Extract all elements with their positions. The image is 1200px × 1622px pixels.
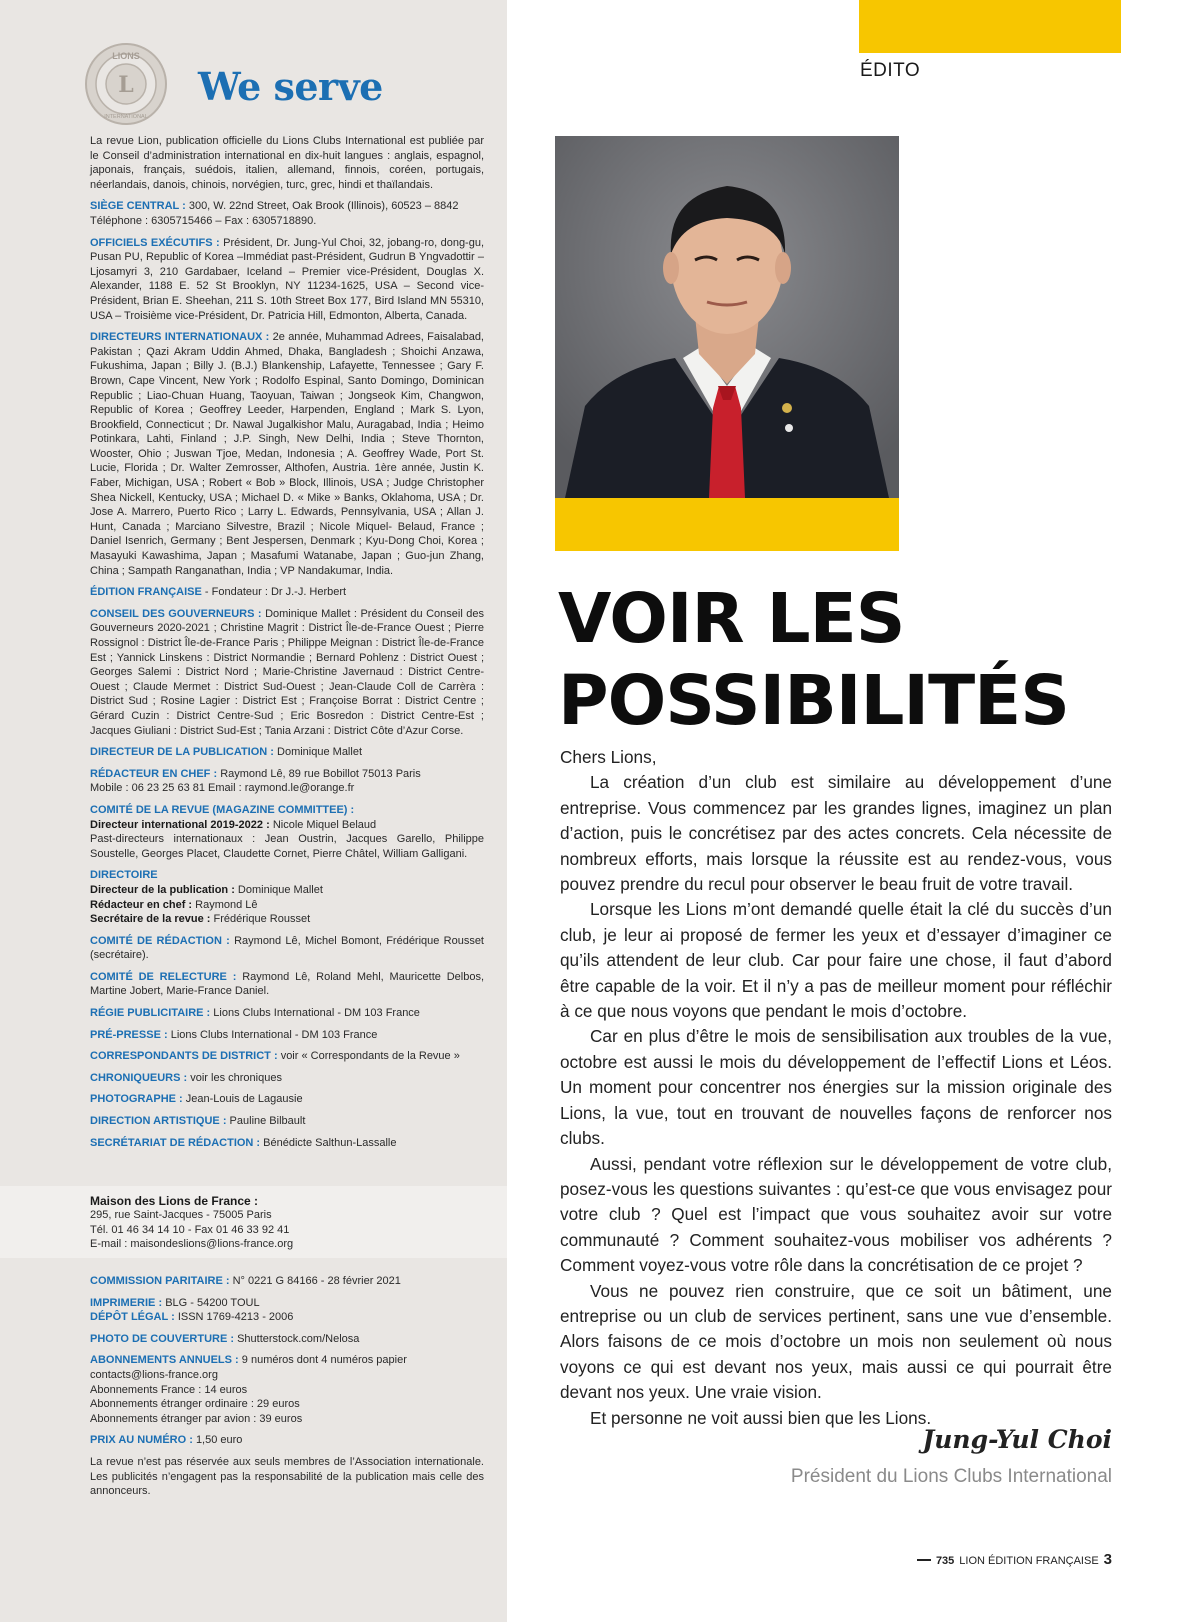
credit-redac — [90, 767, 484, 796]
credit-label: PHOTOGRAPHE : — [90, 1093, 183, 1106]
portrait-photo — [555, 136, 899, 498]
body-paragraph: Lorsque les Lions m’ont demandé quelle était la clé du succès d’un club, je leur ai proposé de fermer les yeux et d’essayer d’imaginer ce qu’ils attendent de leur club. Car pour faire une chose, il faut d’abord être capable de la voir. Et il n’y a pas de meilleur moment pour réfléchir à ce que nous voyons que pendant le mois d’octobre. — [560, 899, 1112, 1022]
credit-officiels — [90, 236, 484, 324]
author-title: Président du Lions Clubs International — [790, 1466, 1112, 1487]
credit-dirpub — [90, 745, 484, 760]
credit-value: contacts@lions-france.org — [90, 1368, 218, 1381]
credit-value: ISSN 1769-4213 - 2006 — [177, 1311, 294, 1324]
credit-value: Lions Clubs International - DM 103 France — [170, 1028, 378, 1041]
legal-prix — [90, 1433, 484, 1448]
section-label: ÉDITO — [860, 60, 921, 81]
body-paragraph: Vous ne pouvez rien construire, que ce soit un bâtiment, une entreprise ou un club de services pertinent, sans une vue d’ensemble. Alors faisons de ce mois d’octobre un mois non seulement où nous voyons ce qui est devant nos yeux, mais aussi ce qui pourrait être devant nos yeux. Une vraie vision. — [560, 1280, 1112, 1403]
credit-label: RÉDACTEUR EN CHEF : — [90, 767, 218, 780]
credit-value: Bénédicte Salthun-Lassalle — [263, 1136, 397, 1149]
credit-label: PHOTO DE COUVERTURE : — [90, 1332, 235, 1345]
issue-number: 735 — [935, 1555, 955, 1567]
credit-label: CHRONIQUEURS : — [90, 1071, 188, 1084]
headline-line: POSSIBILITÉS — [558, 661, 1069, 741]
legal-disclaimer: La revue n’est pas réservée aux seuls membres de l’Association internationale. Les publicités n’engagent pas la responsabilité de la publication mais celle des annonceurs. — [90, 1455, 484, 1498]
credit-value: Nicole Miquel Belaud — [272, 818, 377, 831]
credit-value: 1,50 euro — [195, 1434, 243, 1447]
credit-label: PRIX AU NUMÉRO : — [90, 1434, 193, 1447]
credit-label: ÉDITION FRANÇAISE — [90, 586, 202, 599]
credit-label: SIÈGE CENTRAL : — [90, 200, 186, 213]
credit-label: COMITÉ DE LA REVUE (MAGAZINE COMMITTEE) : — [90, 803, 355, 816]
legal-couverture — [90, 1332, 484, 1347]
svg-text:INTERNATIONAL: INTERNATIONAL — [104, 114, 148, 120]
credit-label: ABONNEMENTS ANNUELS : — [90, 1354, 239, 1367]
maison-title: Maison des Lions de France : — [90, 1194, 259, 1208]
credit-label: DIRECTION ARTISTIQUE : — [90, 1115, 227, 1128]
credit-label: DIRECTOIRE — [90, 869, 158, 882]
credit-chron — [90, 1071, 484, 1086]
portrait-illustration — [555, 136, 899, 498]
page-number: 3 — [1103, 1551, 1112, 1568]
credit-sublabel: Secrétaire de la revue : — [90, 913, 211, 926]
credit-label: SECRÉTARIAT DE RÉDACTION : — [90, 1136, 261, 1149]
credit-value: Abonnements étranger ordinaire : 29 euros — [90, 1398, 300, 1411]
credit-value: Jean-Louis de Lagausie — [185, 1093, 303, 1106]
credit-label: COMMISSION PARITAIRE : — [90, 1275, 230, 1287]
legal-abonnements — [90, 1353, 484, 1426]
credit-photo — [90, 1092, 484, 1107]
credit-value: - Fondateur : Dr J.-J. Herbert — [204, 586, 347, 599]
credit-value: Président, Dr. Jung-Yul Choi, 32, jobang-ro, dong-gu, Pusan PU, Republic of Korea –Immédiat past-Président, Gudrun B Yngvadottir – Ljosamyri 3, 210 Gardabaer, Iceland – Premier vice-Président, Douglas X. Alexander, 1188 E. 52 St Brooklyn, NY 11234-1625, USA – Second vice-Président, Brian E. Sheehan, 211 S. 10th Street Box 177, Bird Island MN 55310, USA – Troisième vice-Président, Dr. Patricia Hill, Edmonton, Alberta, Canada. — [90, 236, 485, 322]
portrait-color-bar — [555, 498, 899, 551]
motto-heading: We serve — [198, 64, 383, 109]
credit-directeurs — [90, 330, 484, 578]
credit-label: IMPRIMERIE : — [90, 1296, 163, 1309]
body-paragraph: La création d’un club est similaire au développement d’une entreprise. Vous commencez par les grandes lignes, imaginez un plan d’action, puis le concrétisez par des actes concrets. Cela nécessite de nombreux efforts, mais lorsque la réussite est au rendez-vous, vous pouvez prendre du recul pour observer le beau fruit de votre travail. — [560, 772, 1112, 895]
credit-label: DÉPÔT LÉGAL : — [90, 1311, 175, 1324]
legal-commission — [90, 1274, 484, 1289]
credit-comite — [90, 803, 484, 861]
credit-comredac — [90, 934, 484, 963]
credit-value: Shutterstock.com/Nelosa — [237, 1332, 360, 1345]
credit-value: Dominique Mallet — [277, 746, 362, 759]
credit-siege — [90, 199, 484, 228]
credit-prepresse — [90, 1028, 484, 1043]
credit-secredac — [90, 1136, 484, 1151]
section-color-tab — [859, 0, 1121, 53]
credit-label: DIRECTEUR DE LA PUBLICATION : — [90, 746, 274, 759]
credit-sublabel: Directeur de la publication : — [90, 883, 235, 896]
lions-emblem-logo — [84, 42, 168, 126]
article-headline — [558, 578, 1158, 742]
credit-value: Raymond Lê, Michel Bomont, Frédérique Rousset (secrétaire). — [90, 934, 484, 962]
masthead-credits — [90, 134, 484, 1157]
credit-value: voir les chroniques — [190, 1071, 282, 1084]
credit-value: Raymond Lê — [195, 898, 258, 911]
body-paragraph: Aussi, pendant votre réflexion sur le développement de votre club, posez-vous les questions suivantes : qu’est-ce que vous envisagez pour votre club ? Quel est l’impact que vous souhaitez avoir sur votre communauté ? Comment souhaitez-vous mobiliser vos adhérents ? Comment voyez-vous votre rôle dans la concrétisation de ce projet ? — [560, 1153, 1112, 1276]
legal-imprimerie — [90, 1296, 484, 1325]
salutation: Chers Lions, — [560, 747, 657, 767]
credit-label: CONSEIL DES GOUVERNEURS : — [90, 607, 262, 620]
credit-value: BLG - 54200 TOUL — [165, 1296, 260, 1309]
credit-value: Pauline Bilbault — [229, 1115, 306, 1128]
credit-label: DIRECTEURS INTERNATIONAUX : — [90, 331, 270, 344]
svg-text:LIONS: LIONS — [112, 51, 140, 61]
credit-value: 2e année, Muhammad Adrees, Faisalabad, Pakistan ; Qazi Akram Uddin Ahmed, Dhaka, Bangladesh ; Shoichi Anzawa, Fukushima, Japan ; Billy J. (B.J.) Blankenship, Lafayette, Tennessee ; Gary F. Brown, Cape Vincent, New York ; Rodolfo Espinal, Santo Domingo, Dominican Republic ; Liao-Chuan Huang, Taoyuan, Taiwan ; Jongseok Kim, Changwon, Republic of Korea ; Geoffrey Leeder, Harpenden, England ; Mark S. Lyon, Brookfield, Connecticut ; Dr. Nawal Jugalkishor Malu, Auragabad, India ; Heimo Potinkara, Lahti, Finland ; J.P. Singh, New Delhi, India ; Steve Thornton, Wooster, Ohio ; Juswan Tjoe, Medan, Indonesia ; A. Geoffrey Wade, Port St. Lucie, Florida ; Dr. Walter Zemrosser, Althofen, Austria. 1ère année, Justin K. Faber, Michigan, USA ; Robert « Bob » Block, Illinois, USA ; Judge Christopher Shea Nickell, Kentucky, USA ; Michael D. « Mike » Banks, Oklahoma, USA ; Dr. Jose A. Marrero, Puerto Rico ; Larry L. Edwards, Pennsylvania, USA ; Allan J. Hunt, Canada ; Marciano Silvestre, Brazil ; Nicole Miquel- Belaud, France ; Daniel Isenrich, Germany ; Bent Jespersen, Denmark ; Kyu-Dong Choi, Korea ; Masayuki Kawashima, Japan ; Masafumi Watanabe, Japan ; Guo-jun Zhang, China ; Sampath Ranganathan, India ; VP Nandakumar, India. — [90, 331, 484, 577]
maison-email: E-mail : maisondeslions@lions-france.org — [90, 1238, 294, 1251]
credit-value: Mobile : 06 23 25 63 81 Email : raymond.le@orange.fr — [90, 782, 355, 795]
credit-value: 9 numéros dont 4 numéros papier — [241, 1354, 407, 1367]
credit-value: 300, W. 22nd Street, Oak Brook (Illinois), 60523 – 8842 — [188, 200, 459, 213]
magazine-name: LION ÉDITION FRANÇAISE — [959, 1555, 1099, 1567]
credit-value: Dominique Mallet — [237, 883, 323, 896]
maison-address: 295, rue Saint-Jacques - 75005 Paris — [90, 1209, 272, 1222]
credit-value: Frédérique Rousset — [213, 913, 311, 926]
legal-credits — [90, 1274, 484, 1506]
credit-value: N° 0221 G 84166 - 28 février 2021 — [232, 1275, 401, 1287]
credit-label: OFFICIELS EXÉCUTIFS : — [90, 236, 220, 249]
credit-label: RÉGIE PUBLICITAIRE : — [90, 1007, 211, 1020]
credit-label: COMITÉ DE RELECTURE : — [90, 970, 237, 983]
credit-label: CORRESPONDANTS DE DISTRICT : — [90, 1050, 278, 1063]
credit-conseil — [90, 607, 484, 738]
article-body — [560, 745, 1112, 1431]
credit-value: Past-directeurs internationaux : Jean Oustrin, Jacques Garello, Philippe Soustelle, Georges Placet, Claudette Cornet, Pierre Châtel, William Galligani. — [90, 833, 484, 860]
credit-regie — [90, 1006, 484, 1021]
maison-phone: Tél. 01 46 34 14 10 - Fax 01 46 33 92 41 — [90, 1223, 290, 1236]
headline-line: VOIR LES — [558, 579, 905, 659]
intro-text: La revue Lion, publication officielle du Lions Clubs International est publiée par le Conseil d’administration international en dix-huit langues : anglais, espagnol, japonais, français, suédois, italien, allemand, finnois, coréen, portugais, néerlandais, danois, chinois, norvégien, turc, grec, hindi et thaïlandais. — [90, 135, 484, 191]
credit-value: Raymond Lê, Roland Mehl, Mauricette Delbos, Martine Jobert, Marie-France Daniel. — [90, 970, 484, 998]
credit-value: Dominique Mallet : Président du Conseil des Gouverneurs 2020-2021 ; Christine Magrit : District Île-de-France Ouest ; Pierre Rossignol : District Île-de-France Paris ; Philippe Meignan : District Île-de-France Est ; Yannick Linskens : District Normandie ; Bernard Pohlenz : District Ouest ; Georges Salemi : District Nord ; Marie-Christine Javernaud : District Centre-Ouest ; Claude Mermet : District Sud-Ouest ; Jean-Claude Coll de Carrèra : District Sud ; Rosine Lagier : District Est ; Françoise Borrat : District Centre ; Gérard Cuzin : District Centre-Sud ; Eric Bosredon : District Centre-Est ; Jacques Giuliani : District Sud-Est ; Tania Arzani : District Côte d’Azur Corse. — [90, 607, 485, 737]
credit-label: COMITÉ DE RÉDACTION : — [90, 934, 230, 947]
credit-edition — [90, 585, 484, 600]
credit-sublabel: Rédacteur en chef : — [90, 898, 193, 911]
credit-corresp — [90, 1049, 484, 1064]
body-paragraph: Et personne ne voit aussi bien que les Lions. — [590, 1407, 932, 1428]
maison-contact — [90, 1194, 484, 1252]
credit-sublabel: Directeur international 2019-2022 : — [90, 818, 270, 831]
credit-value: Lions Clubs International - DM 103 France — [213, 1007, 420, 1020]
credit-label: PRÉ-PRESSE : — [90, 1028, 168, 1041]
body-paragraph: Car en plus d’être le mois de sensibilisation aux troubles de la vue, octobre est aussi le mois du développement de l’effectif Lions et Léos. Un moment pour concentrer nos énergies sur la mission originale des Lions, la vue, tout en trouvant de nouvelles façons de renforcer nos clubs. — [560, 1026, 1112, 1149]
credit-value: Raymond Lê, 89 rue Bobillot 75013 Paris — [220, 767, 421, 780]
credit-directoire — [90, 868, 484, 926]
credit-comrelec — [90, 970, 484, 999]
credit-value: Abonnements France : 14 euros — [90, 1383, 248, 1396]
page-footer — [917, 1551, 1112, 1568]
svg-text:L: L — [118, 72, 134, 98]
author-signature: Jung-Yul Choi — [922, 1425, 1112, 1454]
credit-value: Abonnements étranger par avion : 39 euros — [90, 1412, 303, 1425]
credit-value: Téléphone : 6305715466 – Fax : 6305718890. — [90, 214, 317, 227]
credit-value: voir « Correspondants de la Revue » — [280, 1050, 460, 1063]
footer-rule — [917, 1559, 931, 1561]
credit-da — [90, 1114, 484, 1129]
